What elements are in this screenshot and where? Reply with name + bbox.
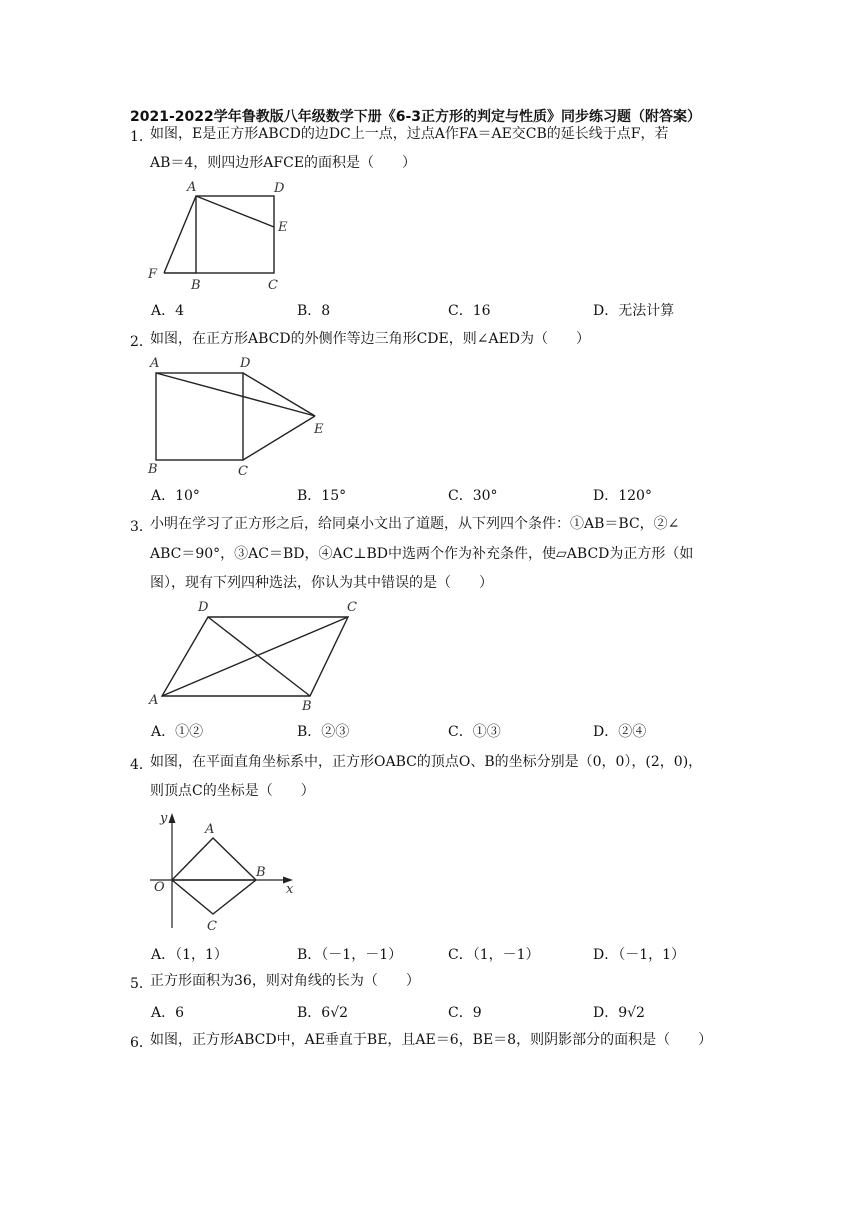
question-6-number: 6． — [130, 1035, 153, 1051]
label-a-4: A — [205, 822, 215, 837]
question-3-line-1: 小明在学习了正方形之后，给同桌小文出了道题，从下列四个条件：①AB＝BC，②∠ — [150, 516, 680, 532]
question-4-line-2: 则顶点C的坐标是（ ） — [150, 783, 315, 799]
label-c-4: C — [207, 919, 217, 934]
label-b-2: B — [148, 462, 158, 477]
question-3-number: 3． — [130, 519, 153, 535]
label-c-3: C — [347, 600, 357, 615]
label-d-3: D — [198, 600, 209, 615]
label-a-2: A — [150, 356, 160, 371]
label-o: O — [154, 880, 165, 895]
label-c-2: C — [238, 464, 248, 479]
label-a-3: A — [149, 693, 159, 708]
question-4-option-a[interactable]: A．（1，1） — [151, 947, 228, 963]
document-title: 2021-2022学年鲁教版八年级数学下册《6-3正方形的判定与性质》同步练习题（附答案） — [130, 109, 702, 125]
label-a: A — [187, 180, 197, 195]
question-4-option-b[interactable]: B．（－1，－1） — [297, 947, 403, 963]
question-1-option-c[interactable]: C．16 — [448, 303, 491, 319]
question-2-option-d[interactable]: D．120° — [593, 488, 652, 504]
label-e-2: E — [314, 422, 324, 437]
question-5-option-b[interactable]: B．6√2 — [297, 1005, 349, 1021]
question-2-option-b[interactable]: B．15° — [297, 488, 347, 504]
label-c: C — [268, 278, 278, 293]
label-b-3: B — [302, 699, 312, 714]
question-2-number: 2． — [130, 334, 153, 350]
question-3-line-2: ABC＝90°，③AC＝BD，④AC⊥BD中选两个作为补充条件，使▱ABCD为正方形（如 — [150, 546, 694, 562]
question-4-number: 4． — [130, 757, 153, 773]
question-3-option-d[interactable]: D．②④ — [593, 724, 647, 740]
question-5-option-a[interactable]: A．6 — [151, 1005, 185, 1021]
question-1-option-b[interactable]: B．8 — [297, 303, 331, 319]
question-5-option-d[interactable]: D．9√2 — [593, 1005, 645, 1021]
question-2-option-a[interactable]: A．10° — [151, 488, 200, 504]
question-5-option-c[interactable]: C．9 — [448, 1005, 482, 1021]
label-y: y — [160, 811, 168, 826]
label-d: D — [274, 181, 285, 196]
question-4-option-d[interactable]: D．（－1，1） — [593, 947, 686, 963]
question-4-option-c[interactable]: C．（1，－1） — [448, 947, 540, 963]
label-b: B — [191, 278, 201, 293]
question-3-option-a[interactable]: A．①② — [151, 724, 204, 740]
label-x: x — [286, 882, 294, 897]
label-f: F — [148, 267, 158, 282]
question-3-line-3: 图），现有下列四种选法，你认为其中错误的是（ ） — [150, 575, 493, 591]
question-3-option-b[interactable]: B．②③ — [297, 724, 350, 740]
label-e: E — [278, 220, 288, 235]
question-1-line-1: 如图，E是正方形ABCD的边DC上一点，过点A作FA＝AE交CB的延长线于点F，若 — [150, 126, 669, 142]
question-1-option-a[interactable]: A．4 — [151, 303, 185, 319]
question-1-number: 1． — [130, 129, 153, 145]
label-b-4: B — [256, 865, 266, 880]
y-axis-arrow — [169, 813, 176, 823]
question-2-line-1: 如图，在正方形ABCD的外侧作等边三角形CDE，则∠AED为（ ） — [150, 331, 591, 347]
question-4-line-1: 如图，在平面直角坐标系中，正方形OABC的顶点O、B的坐标分别是（0，0），(2，0)， — [150, 754, 703, 770]
question-1-line-2: AB＝4，则四边形AFCE的面积是（ ） — [150, 155, 417, 171]
square-oabc — [172, 838, 256, 914]
question-5-line-1: 正方形面积为36，则对角线的长为（ ） — [150, 973, 420, 989]
question-6-line-1: 如图，正方形ABCD中，AE垂直于BE，且AE＝6，BE＝8，则阴影部分的面积是（ ） — [150, 1032, 713, 1048]
question-3-option-c[interactable]: C．①③ — [448, 724, 501, 740]
question-2-option-c[interactable]: C．30° — [448, 488, 498, 504]
question-5-number: 5． — [130, 976, 153, 992]
label-d-2: D — [240, 356, 251, 371]
question-1-option-d[interactable]: D．无法计算 — [593, 303, 675, 319]
